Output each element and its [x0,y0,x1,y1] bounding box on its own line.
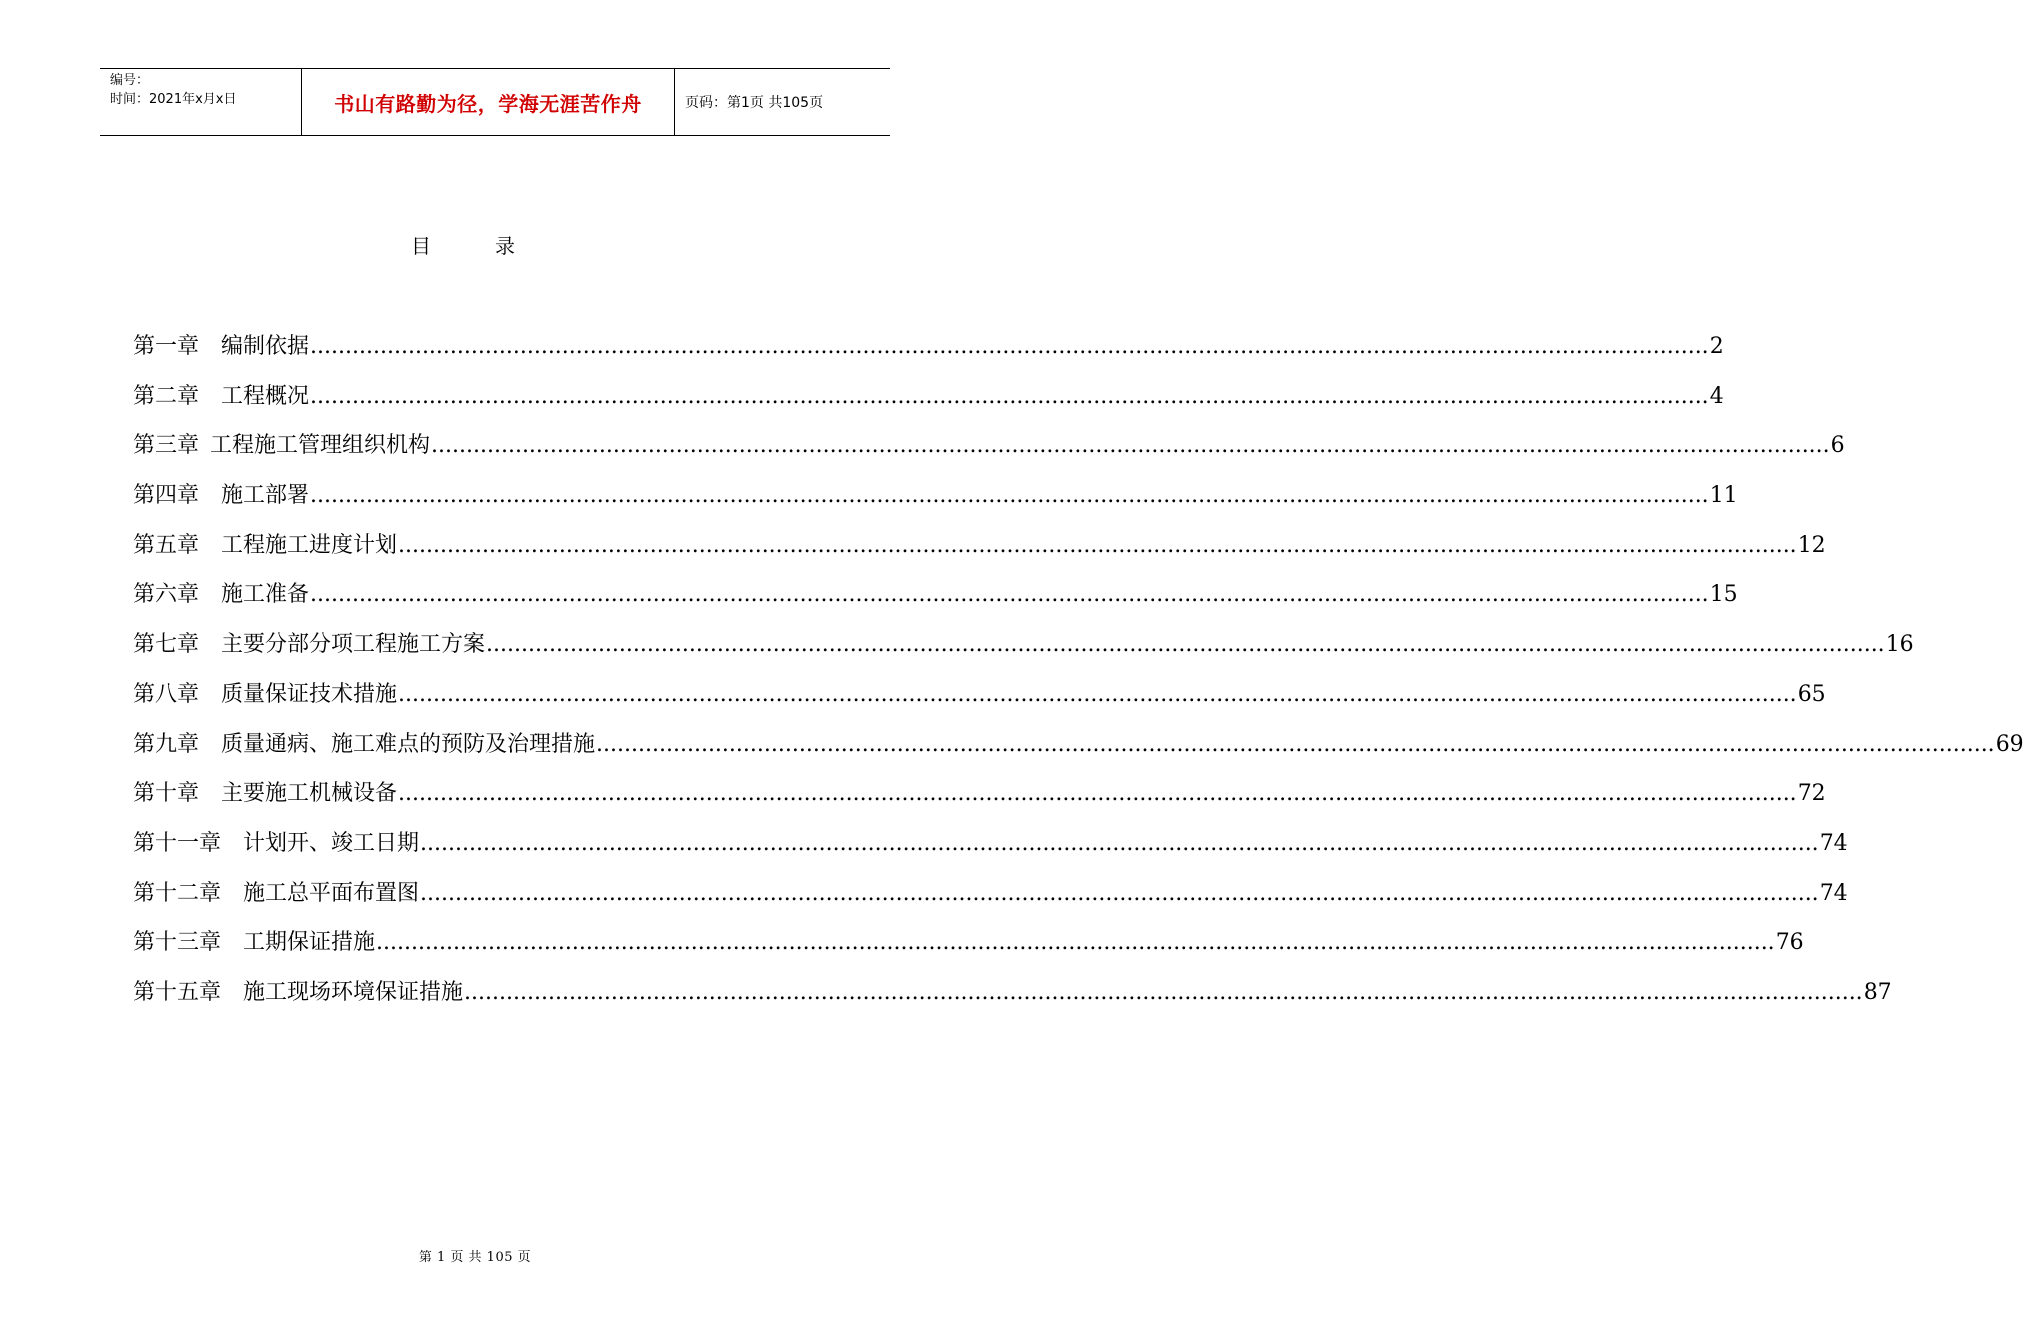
toc-entry[interactable] [133,521,1826,571]
toc-page-number: 87 [1863,979,1892,1005]
toc-page-number: 16 [1885,632,1914,658]
toc-spacer [199,471,221,521]
toc-entry[interactable] [133,372,1724,422]
toc-spacer [221,869,243,919]
toc-chapter-title: 工程施工进度计划 [221,532,398,558]
toc-chapter-number: 第九章 [133,731,200,757]
toc-chapter-title: 编制依据 [221,334,310,359]
toc-leader-dots: ........................................................................................................................................................................................................ [596,731,1995,757]
toc-chapter-title: 主要分部分项工程施工方案 [221,632,486,658]
toc-title: 目录 [411,234,579,258]
toc-spacer [199,620,221,670]
toc-spacer [221,968,243,1018]
toc-entry[interactable] [133,918,1804,968]
toc-spacer [199,670,221,720]
toc-chapter-title: 施工准备 [221,582,310,608]
toc-leader-dots: ........................................................................................................................................................................................................ [310,334,1709,359]
toc-page-number: 12 [1797,532,1826,558]
toc-chapter-title: 工程施工管理组织机构 [210,433,431,459]
toc-entry[interactable] [133,670,1826,720]
toc-chapter-number: 第三章 [133,433,200,459]
toc-page-number: 76 [1775,930,1804,956]
toc-spacer [199,720,221,770]
header-motto: 书山有路勤为径，学海无涯苦作舟 [334,91,642,116]
toc-spacer [199,570,221,620]
toc-chapter-number: 第七章 [133,632,200,658]
toc-chapter-title: 施工现场环境保证措施 [243,979,464,1005]
toc-page-number: 69 [1995,731,2024,757]
toc-chapter-number: 第一章 [133,334,200,359]
toc-entry[interactable] [133,570,1738,620]
toc-leader-dots: ........................................................................................................................................................................................................ [420,880,1819,906]
toc-entry[interactable] [133,819,1848,869]
toc-spacer [199,421,210,471]
toc-chapter-title: 计划开、竣工日期 [243,830,420,856]
toc-chapter-number: 第十五章 [133,979,222,1005]
toc-chapter-number: 第六章 [133,582,200,608]
toc-page-number: 2 [1709,334,1724,359]
toc-page-number: 4 [1709,383,1724,409]
toc-chapter-title: 工程概况 [221,383,310,409]
toc-page-number: 15 [1709,582,1738,608]
toc-spacer [221,918,243,968]
document-number-label: 编号： [110,73,150,88]
toc-entry[interactable] [133,769,1826,819]
toc-chapter-title: 质量保证技术措施 [221,681,398,707]
toc-entry[interactable] [133,620,1914,670]
toc-page-number: 6 [1830,433,1845,459]
header-page-cell [675,69,890,135]
toc-entry[interactable] [133,869,1848,919]
toc-leader-dots: ........................................................................................................................................................................................................ [398,532,1797,558]
toc-spacer [199,521,221,571]
header-motto-cell [302,69,675,135]
toc-page-number: 74 [1819,880,1848,906]
document-date-label: 时间：2021年x月x日 [110,92,237,107]
toc-spacer [199,372,221,422]
toc-chapter-title: 工期保证措施 [243,930,376,956]
toc-leader-dots: ........................................................................................................................................................................................................ [464,979,1863,1005]
toc-leader-dots: ........................................................................................................................................................................................................ [398,781,1797,807]
toc-chapter-number: 第十章 [133,781,200,807]
toc-page-number: 74 [1819,830,1848,856]
toc-entry[interactable] [133,968,1892,1018]
toc-chapter-title: 质量通病、施工难点的预防及治理措施 [221,731,596,757]
toc-chapter-number: 第四章 [133,483,200,509]
page-header [100,68,890,136]
header-page-info: 页码：第1页 共105页 [685,95,824,111]
toc-chapter-number: 第十一章 [133,830,222,856]
toc-spacer [199,322,221,372]
toc-chapter-number: 第二章 [133,383,200,409]
toc-chapter-title: 施工总平面布置图 [243,880,420,906]
toc-leader-dots: ........................................................................................................................................................................................................ [310,483,1709,509]
toc-chapter-title: 主要施工机械设备 [221,781,398,807]
toc-spacer [199,769,221,819]
toc-chapter-number: 第十三章 [133,930,222,956]
toc-entry[interactable] [133,471,1738,521]
toc-page-number: 65 [1797,681,1826,707]
toc-leader-dots: ........................................................................................................................................................................................................ [310,582,1709,608]
toc-leader-dots: ........................................................................................................................................................................................................ [310,383,1709,409]
header-meta-cell [100,69,302,135]
toc-entry[interactable] [133,322,1724,372]
page-footer: 第 1 页 共 105 页 [418,1250,532,1265]
toc-chapter-number: 第五章 [133,532,200,558]
toc-chapter-title: 施工部署 [221,483,310,509]
toc-leader-dots: ........................................................................................................................................................................................................ [486,632,1885,658]
table-of-contents [133,322,2024,1018]
toc-entry[interactable] [133,421,1845,471]
toc-page-number: 11 [1709,483,1738,509]
toc-entry[interactable] [133,720,2024,770]
toc-spacer [221,819,243,869]
toc-leader-dots: ........................................................................................................................................................................................................ [420,830,1819,856]
toc-leader-dots: ........................................................................................................................................................................................................ [376,930,1775,956]
toc-chapter-number: 第八章 [133,681,200,707]
toc-leader-dots: ........................................................................................................................................................................................................ [398,681,1797,707]
toc-leader-dots: ........................................................................................................................................................................................................ [431,433,1830,459]
toc-chapter-number: 第十二章 [133,880,222,906]
toc-page-number: 72 [1797,781,1826,807]
